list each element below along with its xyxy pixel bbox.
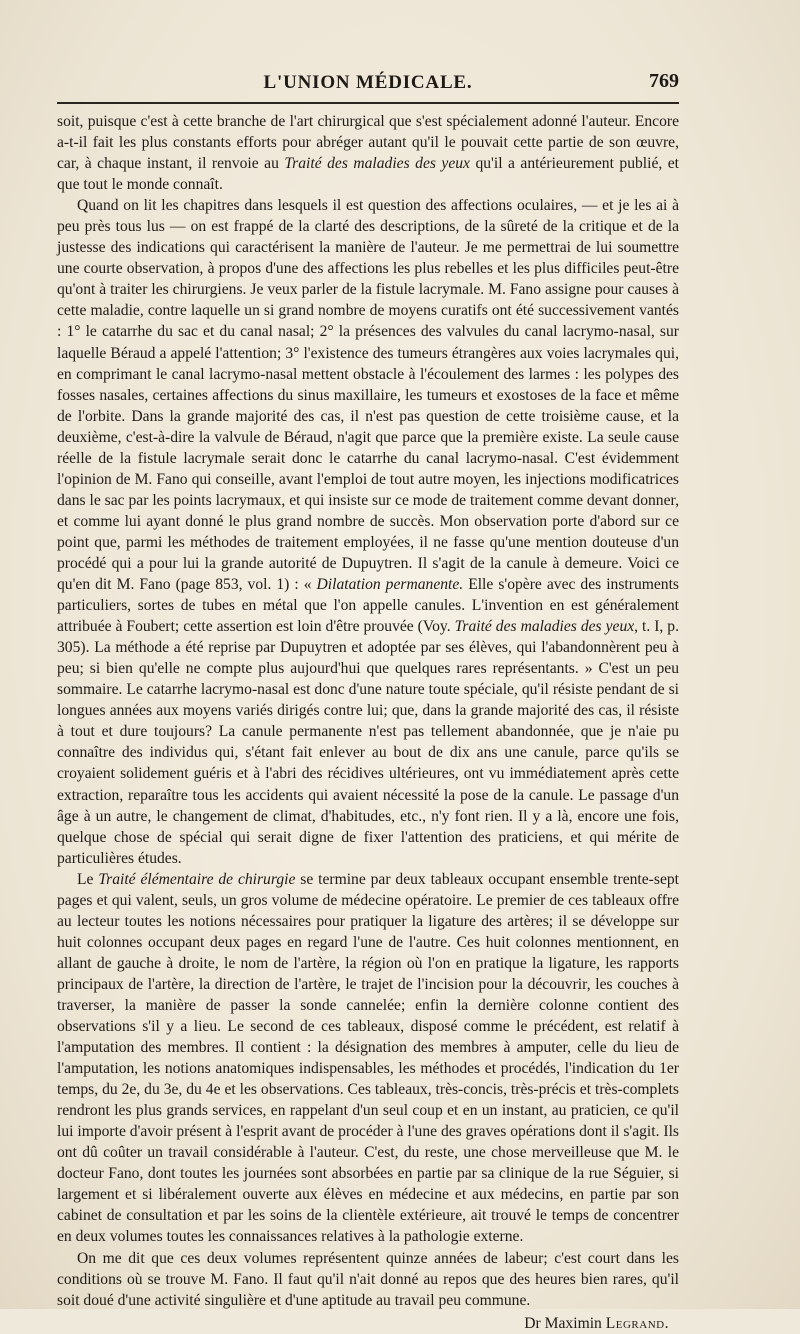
text-run: , t. I, p. 305). La méthode a été reprise par Dupuytren et adoptée par ses élèves, qui l'abandonnèrent peu à peu; si bien qu'elle ne compte plus aujourd'hui que quelques rares représentants. » C'est un peu sommaire. Le catarrhe lacrymo-nasal est donc d'une nature toute spéciale, qu'il résiste pendant de si longues années aux moyens variés dirigés contre lui; que, dans la grande majorité des cas, il résiste à tout et dure toujours? La canule permanente n'est pas tellement abandonnée, que je n'aie pu connaître des individus qui, s'étant fait enlever au bout de dix ans une canule, parce qu'ils se croyaient solidement guéris et à l'abri des récidives ultérieures, ont vu immédiatement après cette extraction, reparaître tous les accidents qui avaient nécessité la pose de la canule. Le passage d'un âge à un autre, le changement de climat, d'habitudes, etc., n'y font rien. Il y a là, encore une fois, quelque chose de spécial qui serait digne de fixer l'attention des praticiens, et qui mérite de particulières études. (57, 618, 679, 867)
paragraph (57, 1248, 679, 1311)
paragraph (57, 111, 679, 195)
page-header (57, 68, 679, 98)
signature-name: Legrand. (605, 1314, 669, 1332)
paragraph (57, 869, 679, 1248)
text-run: soit, puisque c'est à cette branche de l'art chirurgical que s'est spécialement adonné l'auteur. Encore a-t-il fait les plus constants efforts pour abréger autant qu'il le pouvait cette partie de son œuvre, car, à chaque instant, il renvoie au (57, 113, 679, 173)
article-body (57, 111, 679, 1334)
page-number: 769 (649, 70, 679, 92)
italic-title: Dilatation permanente. (316, 576, 464, 594)
text-run: Le (77, 870, 99, 888)
paragraph (57, 195, 679, 869)
signature-prefix: Dr Maximin (524, 1314, 606, 1332)
running-title: L'UNION MÉDICALE. (263, 72, 473, 93)
text-run: se termine par deux tableaux occupant ensemble trente-sept pages et qui valent, seuls, un gros volume de médecine opératoire. Le premier de ces tableaux offre au lecteur toutes les notions nécessaires pour pratiquer la ligature des artères; il se développe sur huit colonnes occupant deux pages en regard l'une de l'autre. Ces huit colonnes mentionnent, en allant de gauche à droite, le nom de l'artère, la région où l'on en pratique la ligature, les rapports principaux de l'artère, la direction de l'artère, le trajet de l'incision pour la découvrir, les couches à traverser, la manière de passer la sonde cannelée; enfin la dernière colonne contient des observations s'il y a lieu. Le second de ces tableaux, disposé comme le précédent, est relatif à l'amputation des membres. Il contient : la désignation des membres à amputer, celle du lieu de l'amputation, les notions anatomiques indispensables, les méthodes et procédés, l'indication du 1er temps, du 2e, du 3e, du 4e et les observations. Ces tableaux, très-concis, très-précis et très-complets rendront les plus grands services, en rappelant d'un seul coup et en un instant, au praticien, ce qu'il lui importe d'avoir présent à l'esprit avant de procéder à l'une des graves opérations dont il s'agit. Ils ont dû coûter un travail considérable à l'auteur. C'est, du reste, une chose merveilleuse que M. le docteur Fano, dont toutes les journées sont absorbées en partie par sa clinique de la rue Séguier, si largement et si libéralement ouverte aux élèves en médecine et aux médecins, en partie par son cabinet de consultation et par les soins de la clientèle extérieure, ait trouvé le temps de concentrer en deux volumes toutes les connaissances relatives à la pathologie externe. (57, 870, 679, 1246)
text-run: qu'il a antérieurement publié, et que tout le monde connaît. (57, 155, 679, 194)
italic-title: Traité des maladies des yeux (284, 155, 470, 173)
italic-title: Traité élémentaire de chirurgie (98, 870, 296, 888)
italic-title: Traité des maladies des yeux (454, 618, 635, 636)
text-run: Quand on lit les chapitres dans lesquels il est question des affections oculaires, — et je les ai à peu près tous lus — on est frappé de la clarté des descriptions, de la sûreté de la critique et de la justesse des indications qui caractérisent la manière de l'auteur. Je me permettrai de lui soumettre une courte observation, à propos d'une des affections les plus rebelles et les plus difficiles peut-être qu'ont à traiter les chirurgiens. Je veux parler de la fistule lacrymale. M. Fano assigne pour causes à cette maladie, contre laquelle un si grand nombre de moyens curatifs ont été successivement vantés : 1° le catarrhe du sac et du canal nasal; 2° la présences des valvules du canal lacrymo-nasal, sur laquelle Béraud a appelé l'attention; 3° l'existence des tumeurs étrangères aux voies lacrymales qui, en comprimant le canal lacrymo-nasal mettent obstacle à l'écoulement des larmes : les polypes des fosses nasales, certaines affections du sinus maxillaire, les tumeurs et exostoses de la face et même de l'orbite. Dans la grande majorité des cas, il n'est pas question de cette troisième cause, et la deuxième, c'est-à-dire la valvule de Béraud, n'agit que parce que la première existe. La seule cause réelle de la fistule lacrymale serait donc le catarrhe du canal lacrymo-nasal. C'est évidemment l'opinion de M. Fano qui conseille, avant l'emploi de tout autre moyen, les injections modificatrices dans le sac par les points lacrymaux, et qui insiste sur ce mode de traitement comme devant donner, et comme lui ayant donné le plus grand nombre de succès. Mon observation porte d'abord sur ce point que, parmi les méthodes de traitement employées, il ne fasse qu'une mention douteuse d'un procédé qui a pour lui la grande autorité de Dupuytren. Il s'agit de la canule à demeure. Voici ce qu'en dit M. Fano (page 853, vol. 1) : « (57, 197, 679, 594)
header-rule (57, 102, 679, 104)
text-run: On me dit que ces deux volumes représentent quinze années de labeur; c'est court dans les conditions où se trouve M. Fano. Il faut qu'il n'ait donné au repos que des heures bien rares, qu'il soit doué d'une activité singulière et d'une aptitude au travail peu commune. (57, 1249, 679, 1309)
author-signature (57, 1313, 679, 1334)
text-run: Elle s'opère avec des instruments particuliers, sortes de tubes en métal que l'on appelle canules. L'invention en est généralement attribuée à Foubert; cette assertion est loin d'être prouvée (Voy. (57, 576, 679, 636)
